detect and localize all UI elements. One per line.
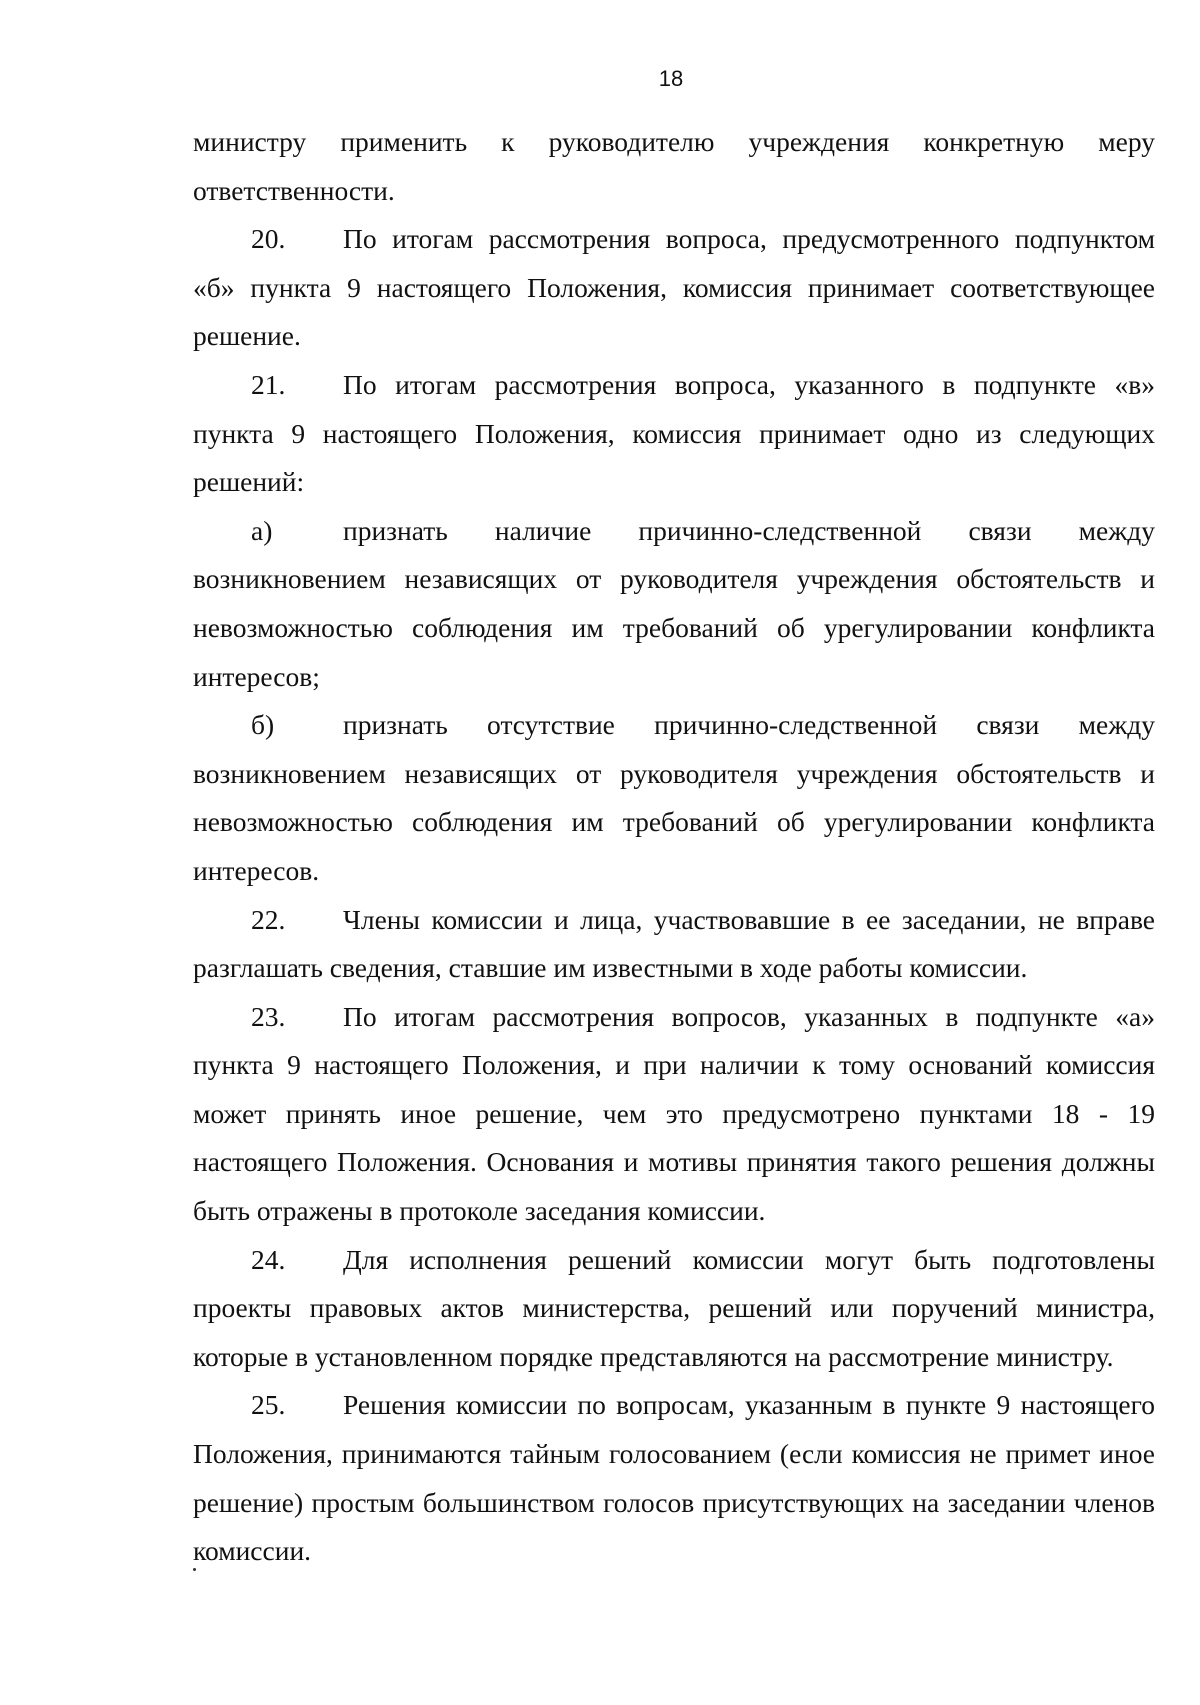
- paragraph-21: [193, 361, 1155, 507]
- list-item-text: признать отсутствие причинно-следственной связи между возникновением независящих от руководителя учреждения обстоятельств и невозможностью соблюдения им требований об урегулировании конфликта интересов.: [193, 709, 1155, 886]
- paragraph-text: Члены комиссии и лица, участвовавшие в ее заседании, не вправе разглашать сведения, ставшие им известными в ходе работы комиссии.: [193, 903, 1155, 984]
- paragraph-text: По итогам рассмотрения вопроса, предусмотренного подпунктом «б» пункта 9 настоящего Положения, комиссия принимает соответствующее решение.: [193, 223, 1155, 352]
- paragraph-number: 25.: [251, 1389, 286, 1421]
- list-item-letter: а): [251, 514, 273, 546]
- paragraph-23: [193, 993, 1155, 1236]
- paragraph-text: По итогам рассмотрения вопросов, указанных в подпункте «а» пункта 9 настоящего Положения, и при наличии к тому оснований комиссия может принять иное решение, чем это предусмотрено пунктами 18 - 19 настоящего Положения. Основания и мотивы принятия такого решения должны быть отражены в протоколе заседания комиссии.: [193, 1000, 1155, 1227]
- list-item-letter: б): [251, 709, 275, 741]
- paragraph-text: Для исполнения решений комиссии могут быть подготовлены проекты правовых актов министерства, решений или поручений министра, которые в установленном порядке представляются на рассмотрение министру.: [193, 1243, 1155, 1372]
- paragraph-text: Решения комиссии по вопросам, указанным в пункте 9 настоящего Положения, принимаются тайным голосованием (если комиссия не примет иное решение) простым большинством голосов присутствующих на заседании членов комиссии.: [193, 1389, 1155, 1567]
- scan-speck: [193, 1568, 196, 1571]
- paragraph-24: [193, 1236, 1155, 1382]
- paragraph-22: [193, 896, 1155, 993]
- paragraph-number: 21.: [251, 368, 286, 400]
- paragraph-20: [193, 215, 1155, 361]
- continuation-paragraph: министру применить к руководителю учреждения конкретную меру ответственности.: [193, 126, 1155, 206]
- list-item-b: [193, 701, 1155, 895]
- paragraph-number: 23.: [251, 1000, 286, 1032]
- paragraph-number: 24.: [251, 1243, 286, 1275]
- page-number: 18: [658, 66, 684, 91]
- list-item-text: признать наличие причинно-следственной связи между возникновением независящих от руководителя учреждения обстоятельств и невозможностью соблюдения им требований об урегулировании конфликта интересов;: [193, 514, 1155, 692]
- document-body: [193, 118, 1155, 1576]
- paragraph-number: 22.: [251, 903, 286, 935]
- paragraph-text: По итогам рассмотрения вопроса, указанного в подпункте «в» пункта 9 настоящего Положения, комиссия принимает одно из следующих решений:: [193, 368, 1155, 498]
- paragraph-number: 20.: [251, 223, 286, 255]
- paragraph-25: [193, 1381, 1155, 1575]
- list-item-a: [193, 507, 1155, 701]
